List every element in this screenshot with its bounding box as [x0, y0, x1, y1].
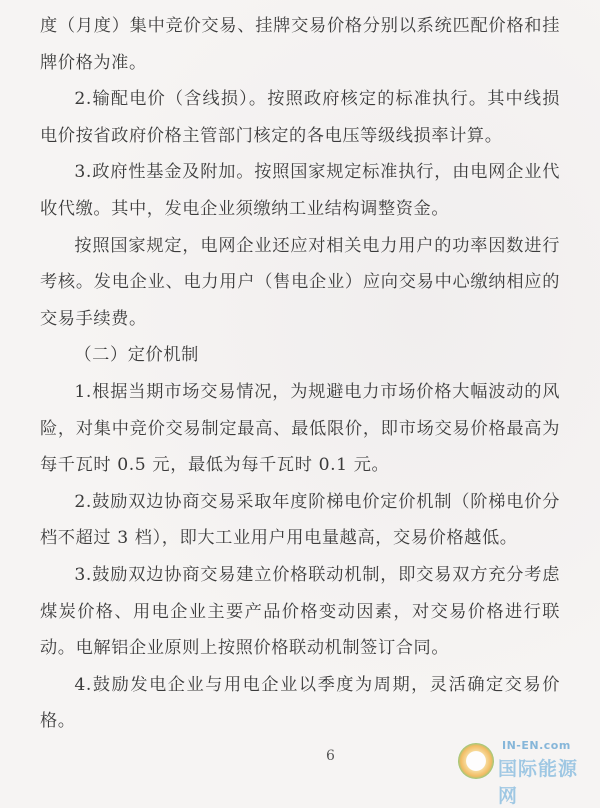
site-watermark	[458, 737, 596, 807]
paragraph-continued: 度（月度）集中竞价交易、挂牌交易价格分别以系统匹配价格和挂牌价格为准。	[40, 16, 560, 73]
paragraph-power-factor: 按照国家规定，电网企业还应对相关电力用户的功率因数进行考核。发电企业、电力用户（售电企业）应向交易中心缴纳相应的交易手续费。	[40, 235, 560, 329]
paragraph-government-fund: 3.政府性基金及附加。按照国家规定标准执行，由电网企业代收代缴。其中，发电企业须缴纳工业结构调整资金。	[40, 162, 560, 219]
paragraph-transmission-price: 2.输配电价（含线损）。按照政府核定的标准执行。其中线损电价按省政府价格主管部门核定的各电压等级线损率计算。	[40, 89, 560, 146]
watermark-cn-text: 国际能源网	[498, 758, 579, 807]
paragraph-quarterly-pricing: 4.鼓励发电企业与用电企业以季度为周期，灵活确定交易价格。	[40, 674, 560, 732]
paragraph-price-linkage: 3.鼓励双边协商交易建立价格联动机制，即交易双方充分考虑煤炭价格、用电企业主要产品价格变动因素，对交易价格进行联动。电解铝企业原则上按照价格联动机制签订合同。	[40, 564, 560, 659]
paragraph-tiered-pricing: 2.鼓励双边协商交易采取年度阶梯电价定价机制（阶梯电价分档不超过 3 档），即大工业用户用电量越高，交易价格越低。	[40, 491, 560, 549]
document-body	[40, 8, 560, 740]
section-heading-pricing-mechanism: （二）定价机制	[74, 345, 199, 366]
watermark-en-text: IN-EN.com	[502, 739, 571, 752]
paragraph-price-limits: 1.根据当期市场交易情况，为规避电力市场价格大幅波动的风险，对集中竞价交易制定最高、最低限价，即市场交易价格最高为每千瓦时 0.5 元，最低为每千瓦时 0.1 元。	[40, 381, 560, 476]
page-number: 6	[326, 748, 335, 764]
sun-logo-icon	[458, 743, 494, 779]
